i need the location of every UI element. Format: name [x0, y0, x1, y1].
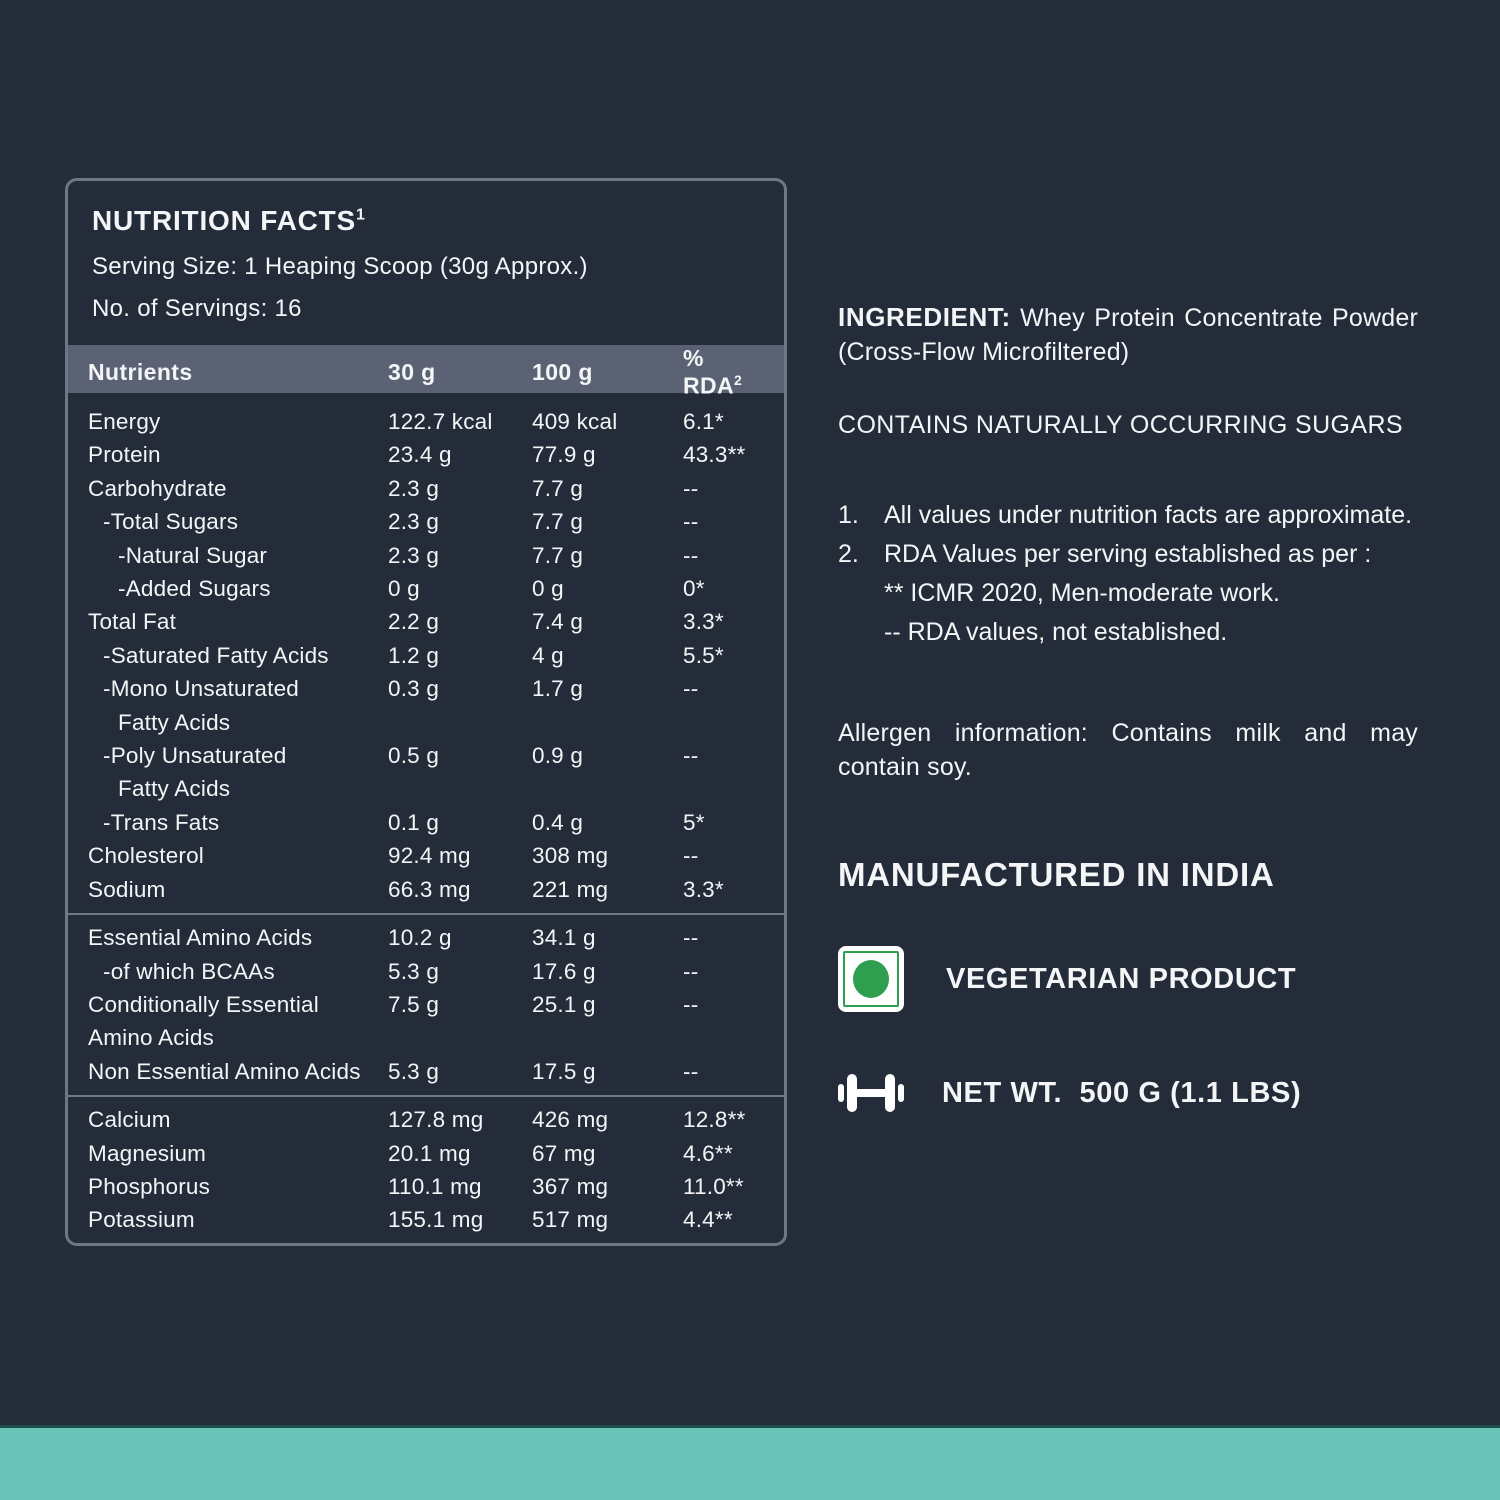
col-header-rda — [683, 345, 764, 400]
table-cell: 23.4 g — [388, 442, 452, 468]
footnotes-list — [838, 496, 1418, 652]
ingredient-text: Whey Protein Concentrate Powder (Cross-Flow Microfiltered) — [838, 304, 1418, 366]
serving-size-line: Serving Size: 1 Heaping Scoop (30g Approx.) — [92, 253, 588, 280]
table-cell: 0.1 g — [388, 809, 440, 835]
col-header-100g: 100 g — [532, 358, 593, 385]
footnote-marker-1: 1 — [356, 206, 366, 224]
col-header-30g: 30 g — [388, 358, 436, 385]
table-row: Potassium 155.1 mg 517 mg 4.4** — [88, 1203, 764, 1236]
table-cell: -- — [683, 676, 699, 702]
table-cell: -- — [683, 991, 699, 1017]
vegetarian-label: VEGETARIAN PRODUCT — [946, 962, 1297, 995]
table-cell: -- — [683, 958, 699, 984]
ingredient-paragraph — [838, 300, 1418, 369]
table-cell: 110.1 mg — [388, 1173, 482, 1199]
table-cell: 34.1 g — [532, 925, 596, 951]
table-cell: 11.0** — [683, 1173, 744, 1199]
table-row: -of which BCAAs 5.3 g 17.6 g -- — [88, 955, 764, 988]
table-cell: 5.3 g — [388, 1058, 440, 1084]
table-cell: 0 g — [388, 576, 420, 602]
table-row: Protein 23.4 g 77.9 g 43.3** — [88, 438, 764, 471]
col-header-nutrients: Nutrients — [88, 358, 193, 385]
table-cell: 2.3 g — [388, 475, 440, 501]
footnote-marker-2: 2 — [734, 372, 743, 388]
net-weight-label: NET WT. 500 G (1.1 LBS) — [942, 1076, 1302, 1109]
table-row: Essential Amino Acids 10.2 g 34.1 g -- — [88, 921, 764, 954]
table-cell: 122.7 kcal — [388, 409, 493, 434]
table-row: -Trans Fats 0.1 g 0.4 g 5* — [88, 806, 764, 839]
table-row: Cholesterol 92.4 mg 308 mg -- — [88, 839, 764, 872]
dumbbell-icon — [838, 1070, 904, 1116]
manufactured-heading: MANUFACTURED IN INDIA — [838, 856, 1275, 893]
table-row: -Saturated Fatty Acids 1.2 g 4 g 5.5* — [88, 639, 764, 672]
table-row: Carbohydrate 2.3 g 7.7 g -- — [88, 472, 764, 505]
table-cell: 6.1* — [683, 409, 724, 434]
table-cell: 0.5 g — [388, 743, 440, 769]
table-cell: 5.5* — [683, 642, 724, 668]
table-cell: -- — [683, 542, 699, 568]
table-row: -Mono Unsaturated Fatty Acids 0.3 g 1.7 g -- — [88, 672, 764, 739]
nutrient-rows — [68, 393, 784, 1237]
table-cell: 17.5 g — [532, 1058, 596, 1084]
table-cell: 17.6 g — [532, 958, 596, 984]
table-cell: 426 mg — [532, 1107, 609, 1133]
table-row: -Total Sugars 2.3 g 7.7 g -- — [88, 505, 764, 538]
table-cell: 43.3** — [683, 442, 746, 468]
table-cell: -- — [683, 925, 699, 951]
table-cell: 3.3* — [683, 876, 724, 902]
nutrition-facts-panel — [65, 178, 787, 1246]
table-cell: 5.3 g — [388, 958, 440, 984]
table-cell: 308 mg — [532, 843, 609, 869]
table-cell: 127.8 mg — [388, 1107, 484, 1133]
bottom-accent-band — [0, 1425, 1500, 1500]
table-cell: 221 mg — [532, 876, 609, 902]
table-row: Conditionally Essential Amino Acids 7.5 g 25.1 g -- — [88, 988, 764, 1055]
table-cell: 3.3* — [683, 609, 724, 635]
table-row: Calcium 127.8 mg 426 mg 12.8** — [88, 1103, 764, 1136]
nutrition-facts-title — [92, 205, 760, 237]
servings-count-line: No. of Servings: 16 — [92, 295, 302, 322]
table-cell: 7.5 g — [388, 991, 440, 1017]
table-cell: -- — [683, 743, 699, 769]
table-cell: 7.7 g — [532, 475, 584, 501]
vegetarian-mark-dot — [853, 960, 889, 998]
table-cell: 4 g — [532, 642, 564, 668]
table-row: Non Essential Amino Acids 5.3 g 17.5 g -- — [88, 1055, 764, 1088]
table-cell: 367 mg — [532, 1173, 609, 1199]
table-cell: 2.3 g — [388, 542, 440, 568]
nutrition-facts-title-text: NUTRITION FACTS — [92, 205, 356, 236]
vegetarian-mark-border — [843, 951, 899, 1007]
table-cell: 0 g — [532, 576, 564, 602]
table-cell: 409 kcal — [532, 409, 618, 434]
table-cell: 7.4 g — [532, 609, 584, 635]
table-row: -Added Sugars 0 g 0 g 0* — [88, 572, 764, 605]
table-cell: 12.8** — [683, 1107, 746, 1133]
table-cell: 7.7 g — [532, 542, 584, 568]
table-row: -Poly Unsaturated Fatty Acids 0.5 g 0.9 g -- — [88, 739, 764, 806]
sugars-note: CONTAINS NATURALLY OCCURRING SUGARS — [838, 411, 1404, 439]
section-divider — [68, 913, 784, 915]
panel-header — [68, 181, 784, 323]
table-cell: 77.9 g — [532, 442, 596, 468]
table-cell: 25.1 g — [532, 991, 596, 1017]
table-cell: 5* — [683, 809, 705, 835]
col-header-rda-text: % RDA — [683, 345, 735, 399]
table-cell: 2.3 g — [388, 509, 440, 535]
table-cell: 0* — [683, 576, 705, 602]
table-cell: -- — [683, 1058, 699, 1084]
table-cell: 7.7 g — [532, 509, 584, 535]
table-header-row — [68, 345, 784, 399]
table-cell: 66.3 mg — [388, 876, 471, 902]
table-cell: 0.9 g — [532, 743, 584, 769]
table-row: Energy 122.7 kcal 409 kcal 6.1* — [88, 405, 764, 438]
table-cell: 2.2 g — [388, 609, 440, 635]
table-cell: 92.4 mg — [388, 843, 471, 869]
table-cell: 20.1 mg — [388, 1140, 471, 1166]
table-row: Magnesium 20.1 mg 67 mg 4.6** — [88, 1137, 764, 1170]
table-cell: 10.2 g — [388, 925, 452, 951]
table-cell: 1.2 g — [388, 642, 440, 668]
table-cell: 67 mg — [532, 1140, 596, 1166]
vegetarian-mark-icon — [838, 946, 904, 1012]
table-cell: 1.7 g — [532, 676, 584, 702]
table-cell: 517 mg — [532, 1207, 609, 1233]
table-row: Total Fat 2.2 g 7.4 g 3.3* — [88, 605, 764, 638]
table-row: Sodium 66.3 mg 221 mg 3.3* — [88, 873, 764, 906]
table-cell: 0.4 g — [532, 809, 584, 835]
table-row: Phosphorus 110.1 mg 367 mg 11.0** — [88, 1170, 764, 1203]
section-divider — [68, 1095, 784, 1097]
allergen-info: Allergen information: Contains milk and may contain soy. — [838, 719, 1418, 781]
vegetarian-row — [838, 946, 1418, 1012]
table-cell: 0.3 g — [388, 676, 440, 702]
table-cell: 4.6** — [683, 1140, 733, 1166]
table-cell: 155.1 mg — [388, 1207, 484, 1233]
footnote-item: 1. All values under nutrition facts are approximate. — [838, 501, 1413, 529]
table-cell: -- — [683, 475, 699, 501]
table-cell: 4.4** — [683, 1207, 733, 1233]
table-cell: -- — [683, 509, 699, 535]
table-row: -Natural Sugar 2.3 g 7.7 g -- — [88, 539, 764, 572]
net-weight-row — [838, 1070, 1418, 1116]
info-column — [838, 300, 1418, 1116]
table-cell: -- — [683, 843, 699, 869]
footnote-item: 2. RDA Values per serving established as per : ** ICMR 2020, Men-moderate work. -- RDA values, not established. — [838, 540, 1372, 646]
ingredient-label: INGREDIENT: — [838, 302, 1011, 332]
